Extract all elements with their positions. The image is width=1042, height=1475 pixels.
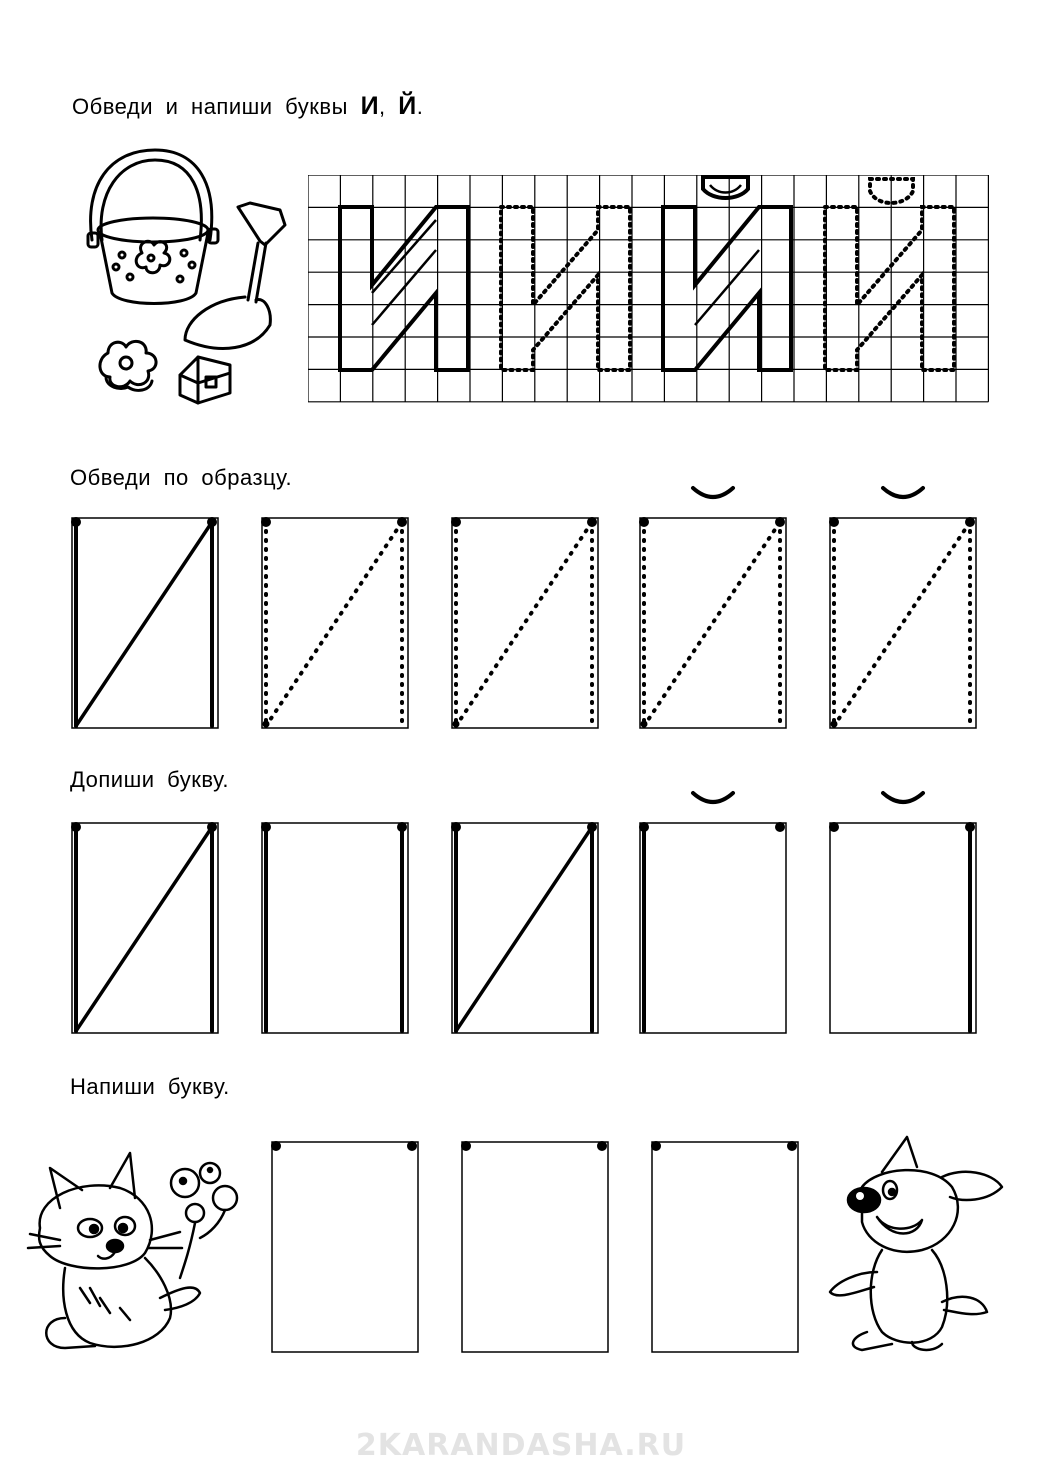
watermark: 2KARANDASHA.RU (355, 1428, 687, 1463)
big-letter-i-kratkoe-solid (663, 177, 791, 370)
page-title (72, 92, 423, 121)
title-prefix: Обведи и напиши буквы (72, 94, 348, 119)
write-card-3 (651, 1141, 798, 1352)
puppy-illustration (822, 1132, 1012, 1357)
kitten-illustration (20, 1148, 255, 1363)
section-write-heading: Напиши букву. (70, 1074, 230, 1099)
trace-card-5 (829, 488, 976, 728)
letter-grid (308, 175, 990, 412)
complete-card-1 (71, 822, 218, 1033)
sand-toys-illustration (80, 145, 295, 410)
complete-row (60, 785, 990, 1045)
trace-card-4 (639, 488, 786, 728)
title-separator: , (379, 94, 386, 119)
title-letter-i: И (360, 92, 380, 120)
complete-card-4 (639, 793, 786, 1033)
big-letter-i-solid (340, 207, 468, 370)
complete-card-2 (261, 822, 408, 1033)
bucket-icon (88, 150, 218, 304)
write-card-2 (461, 1141, 608, 1352)
title-letter-i-kratkoe: Й (398, 92, 417, 120)
house-mold-icon (180, 357, 230, 403)
trace-card-3 (451, 517, 598, 728)
write-card-1 (271, 1141, 418, 1352)
big-letter-i-dotted (501, 207, 630, 370)
title-end: . (416, 94, 424, 119)
flower-mold-icon (100, 341, 156, 390)
flower-icon (171, 1163, 237, 1278)
trace-row (60, 480, 990, 740)
section-complete-heading: Допиши букву. (70, 767, 229, 792)
write-row (260, 1130, 800, 1360)
trace-card-1 (71, 517, 218, 728)
complete-card-3 (451, 822, 598, 1033)
complete-card-5 (829, 793, 976, 1033)
section-trace-heading: Обведи по образцу. (70, 465, 293, 490)
grid-svg (308, 175, 990, 407)
trace-card-2 (261, 517, 408, 728)
